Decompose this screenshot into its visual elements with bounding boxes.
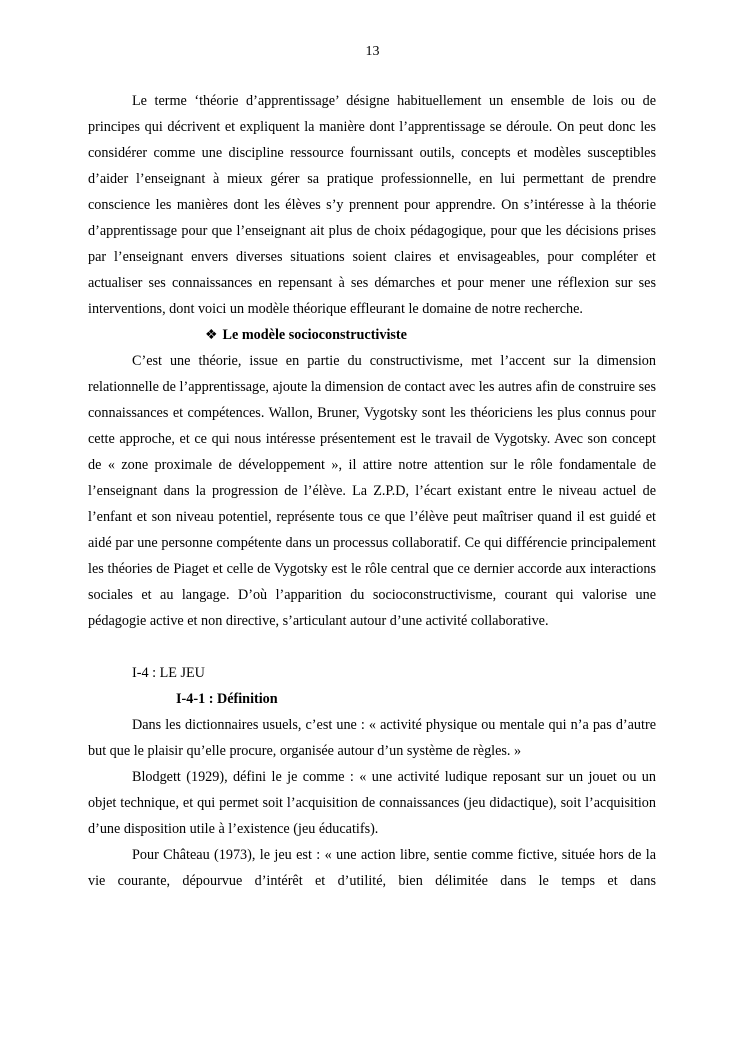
- definition-paragraph-2: Blodgett (1929), défini le je comme : « une activité ludique reposant sur un jouet ou un objet technique, et qui permet soit l’acquisition de connaissances (jeu didactique), soit l’acquisition d’une disposition utile à l’existence (jeu éducatifs).: [88, 769, 656, 837]
- definition-paragraph-1: Dans les dictionnaires usuels, c’est une : « activité physique ou mentale qui n’a pas d’autre but que le plaisir qu’elle procure, organisée autour d’un système de règles. »: [88, 717, 656, 759]
- model-paragraph: C’est une théorie, issue en partie du constructivisme, met l’accent sur la dimension relationnelle de l’apprentissage, ajoute la dimension de contact avec les autres afin de construire ses connaissances et compétences. Wallon, Bruner, Vygotsky sont les théoriciens les plus connus pour cette approche, et ce qui nous intéresse présentement est le travail de Vygotsky. Avec son concept de « zone proximale de développement », il attire notre attention sur le rôle fondamentale de l’enseignant dans la progression de l’élève. La Z.P.D, l’écart existant entre le niveau actuel de l’enfant et son niveau potentiel, représente tous ce que l’élève peut maîtriser quand il est guidé et aidé par une personne compétente dans un processus collaboratif. Ce qui différencie principalement les théories de Piaget et celle de Vygotsky est le rôle central que ce dernier accorde aux interactions sociales et au langage. D’où l’apparition du socioconstructivisme, courant qui valorise une pédagogie active et non directive, s’articulant autour d’une activité collaborative.: [88, 353, 656, 629]
- subsection-title: I-4-1 : Définition: [176, 691, 278, 707]
- definition-paragraph-3: Pour Château (1973), le jeu est : « une action libre, sentie comme fictive, située hors de la vie courante, dépourvue d’intérêt et d’utilité, bien délimitée dans le temps et dans: [88, 847, 656, 889]
- intro-paragraph: Le terme ‘théorie d’apprentissage’ désigne habituellement un ensemble de lois ou de principes qui décrivent et expliquent la manière dont l’apprentissage se déroule. On peut donc les considérer comme une discipline ressource fournissant outils, concepts et modèles susceptibles d’aider l’enseignant à mieux gérer sa pratique professionnelle, en lui permettant de prendre conscience les manières dont les élèves s’y prennent pour apprendre. On s’intéresse à la théorie d’apprentissage pour que l’enseignant ait plus de choix pédagogique, pour que les décisions prises par l’enseignant envers diverses situations soient claires et envisageables, pour compléter et actualiser ses connaissances en repensant à ses démarches et pour mener une réflexion sur ses interventions, dont voici un modèle théorique effleurant le domaine de notre recherche.: [88, 93, 656, 317]
- blank-line: [88, 634, 656, 660]
- model-heading-text: Le modèle socioconstructiviste: [222, 327, 407, 343]
- page-body: [88, 88, 656, 894]
- section-title: I-4 : LE JEU: [132, 665, 205, 681]
- model-heading: [88, 322, 656, 348]
- diamond-bullet-icon: ❖: [205, 327, 218, 343]
- page-number: 13: [365, 44, 380, 59]
